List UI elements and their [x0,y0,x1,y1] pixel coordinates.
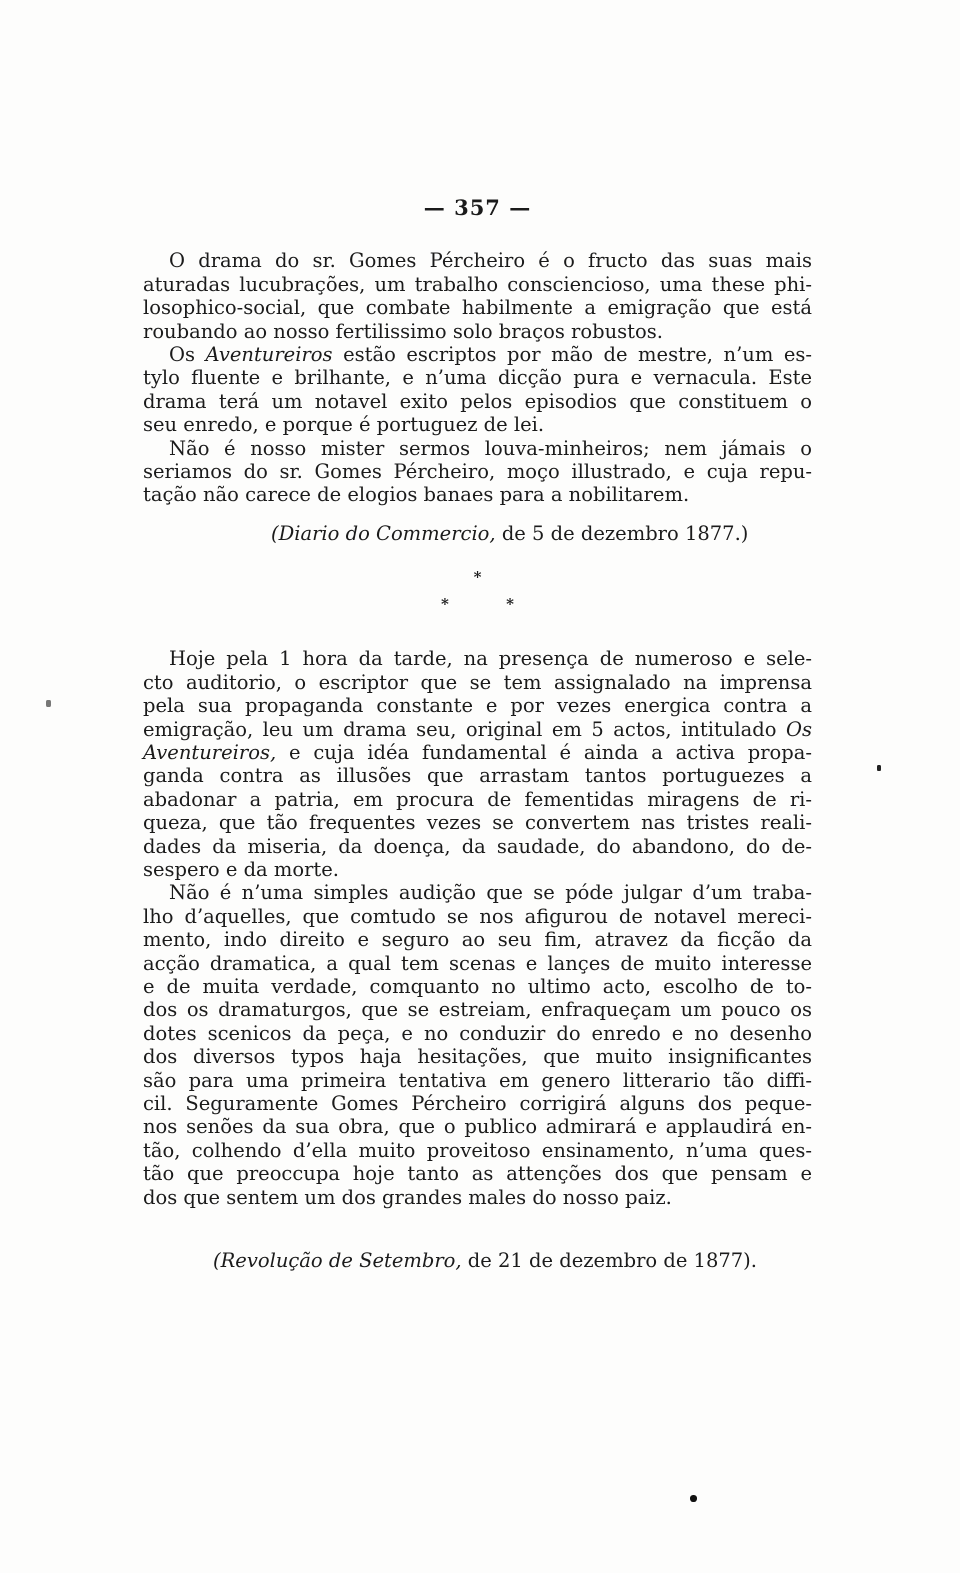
text-line: aturadas lucubrações, um trabalho consciencioso, uma these phi- [143,272,812,296]
text-line: roubando ao nosso fertilissimo solo braços robustos. [143,319,663,343]
source-citation: (Revolução de Setembro, de 21 de dezembro de 1877). [213,1249,757,1273]
ink-speck [46,700,51,707]
paragraph [143,343,812,437]
paragraph [143,647,812,881]
text-line: tylo fluente e brilhante, e n’uma dicção pura e vernacula. Este [143,366,812,390]
ink-speck [877,765,881,771]
text-line: tão que preoccupa hoje tanto as attenções dos que pensam e [143,1162,812,1186]
page-number: — 357 — [423,195,532,220]
text-line: dos os dramaturgos, que se estreiam, enfraqueçam um pouco os [143,998,812,1022]
text-line: cto auditorio, o escriptor que se tem assignalado na imprensa [143,670,812,694]
text-line: acção dramatica, a qual tem scenas e lançes de muito interesse [143,951,812,975]
text-line: tão, colhendo d’ella muito proveitoso ensinamento, n’uma ques- [143,1138,812,1162]
text-line: seu enredo, e porque é portuguez de lei. [143,413,545,437]
text-line: queza, que tão frequentes vezes se convertem nas tristes reali- [143,811,812,835]
text-line: nos senões da sua obra, que o publico admirará e applaudirá en- [143,1115,812,1139]
text-line: dades da miseria, da doença, da saudade, do abandono, do de- [143,834,812,858]
text-line: ganda contra as illusões que arrastam tantos portuguezes a [143,764,812,788]
text-line: e de muita verdade, comquanto no ultimo acto, escolho de to- [143,974,812,998]
text-line: dos diversos typos haja hesitações, que muito insignificantes [143,1045,812,1069]
text-line: Aventureiros, e cuja idéa fundamental é ainda a activa propa- [143,740,812,764]
text-line: O drama do sr. Gomes Pércheiro é o fructo das suas mais [169,249,812,273]
paragraph [143,437,812,507]
text-column [143,196,812,1272]
text-line: dos que sentem um dos grandes males do nosso paiz. [143,1185,672,1209]
text-line: cil. Seguramente Gomes Pércheiro corrigirá alguns dos peque- [143,1092,812,1115]
text-line: seriamos do sr. Gomes Pércheiro, moço illustrado, e cuja repu- [143,460,812,484]
text-line: losophico-social, que combate habilmente a emigração que está [143,296,812,320]
text-line: tação não carece de elogios banaes para a nobilitarem. [143,483,690,507]
asterisk-pair: * * [441,595,540,614]
text-line: Os Aventureiros estão escriptos por mão de mestre, n’um es- [169,343,812,367]
paragraph [143,249,812,343]
text-line: pela sua propaganda constante e por vezes energica contra a [143,694,812,718]
text-line: lho d’aquelles, que comtudo se nos afigurou de notavel mereci- [143,904,812,928]
text-line: Hoje pela 1 hora da tarde, na presença de numeroso e sele- [169,647,812,671]
text-line: emigração, leu um drama seu, original em 5 actos, intitulado Os [143,717,812,741]
text-line: dotes scenicos da peça, e no conduzir do enredo e no desenho [143,1021,812,1045]
text-line: mento, indo direito e seguro ao seu fim, atravez da ficção da [143,928,812,952]
ink-speck [690,1495,697,1502]
asterisk-divider [143,568,812,614]
asterisk: * [473,568,482,587]
paragraph [143,881,812,1209]
text-line: sespero e da morte. [143,857,340,881]
text-line: Não é nosso mister sermos louva-minheiros; nem jámais o [169,436,812,460]
text-line: abadonar a patria, em procura de fementidas miragens de ri- [143,787,812,811]
text-line: Não é n’uma simples audição que se póde julgar d’um traba- [169,881,812,905]
text-line: são para uma primeira tentativa em genero litterario tão diffi- [143,1068,812,1092]
text-line: drama terá um notavel exito pelos episodios que constituem o [143,389,812,413]
source-citation: (Diario do Commercio, de 5 de dezembro 1877.) [271,521,749,545]
